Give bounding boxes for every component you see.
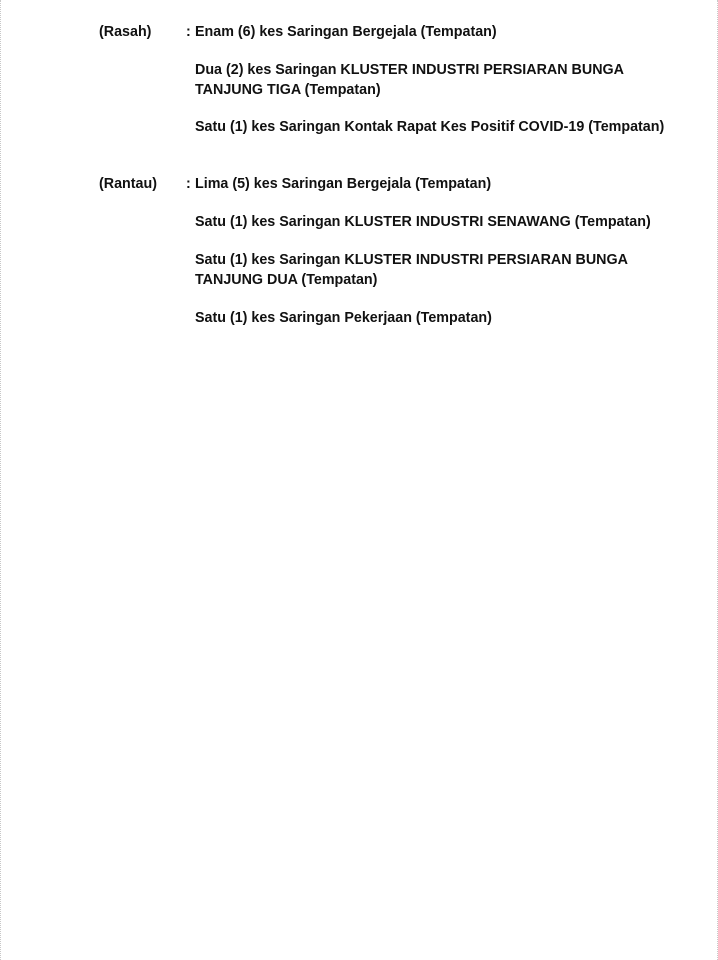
entry-line: Satu (1) kes Saringan KLUSTER INDUSTRI SENAWANG (Tempatan) — [195, 214, 651, 230]
case-entry — [195, 23, 685, 43]
entry-line: Dua (2) kes Saringan KLUSTER INDUSTRI PERSIARAN BUNGA — [195, 62, 624, 78]
entry-line: Enam (6) kes Saringan Bergejala (Tempatan) — [195, 24, 497, 40]
entry-line: TANJUNG DUA (Tempatan) — [195, 271, 378, 288]
separator-colon: : — [186, 176, 191, 192]
case-entry — [195, 251, 685, 290]
case-entry — [195, 61, 685, 100]
case-entry — [195, 213, 685, 233]
entry-line: Satu (1) kes Saringan KLUSTER INDUSTRI PERSIARAN BUNGA — [195, 252, 628, 268]
case-entry — [195, 175, 685, 195]
entry-line: TANJUNG TIGA (Tempatan) — [195, 81, 381, 98]
case-entry — [195, 118, 685, 138]
case-entry — [195, 309, 685, 329]
entry-line: Satu (1) kes Saringan Pekerjaan (Tempatan) — [195, 310, 492, 326]
separator-colon: : — [186, 24, 191, 40]
district-label: (Rasah) — [99, 24, 152, 40]
district-label: (Rantau) — [99, 176, 157, 192]
entry-line: Satu (1) kes Saringan Kontak Rapat Kes Positif COVID-19 (Tempatan) — [195, 119, 665, 135]
entry-line: Lima (5) kes Saringan Bergejala (Tempatan) — [195, 176, 492, 192]
